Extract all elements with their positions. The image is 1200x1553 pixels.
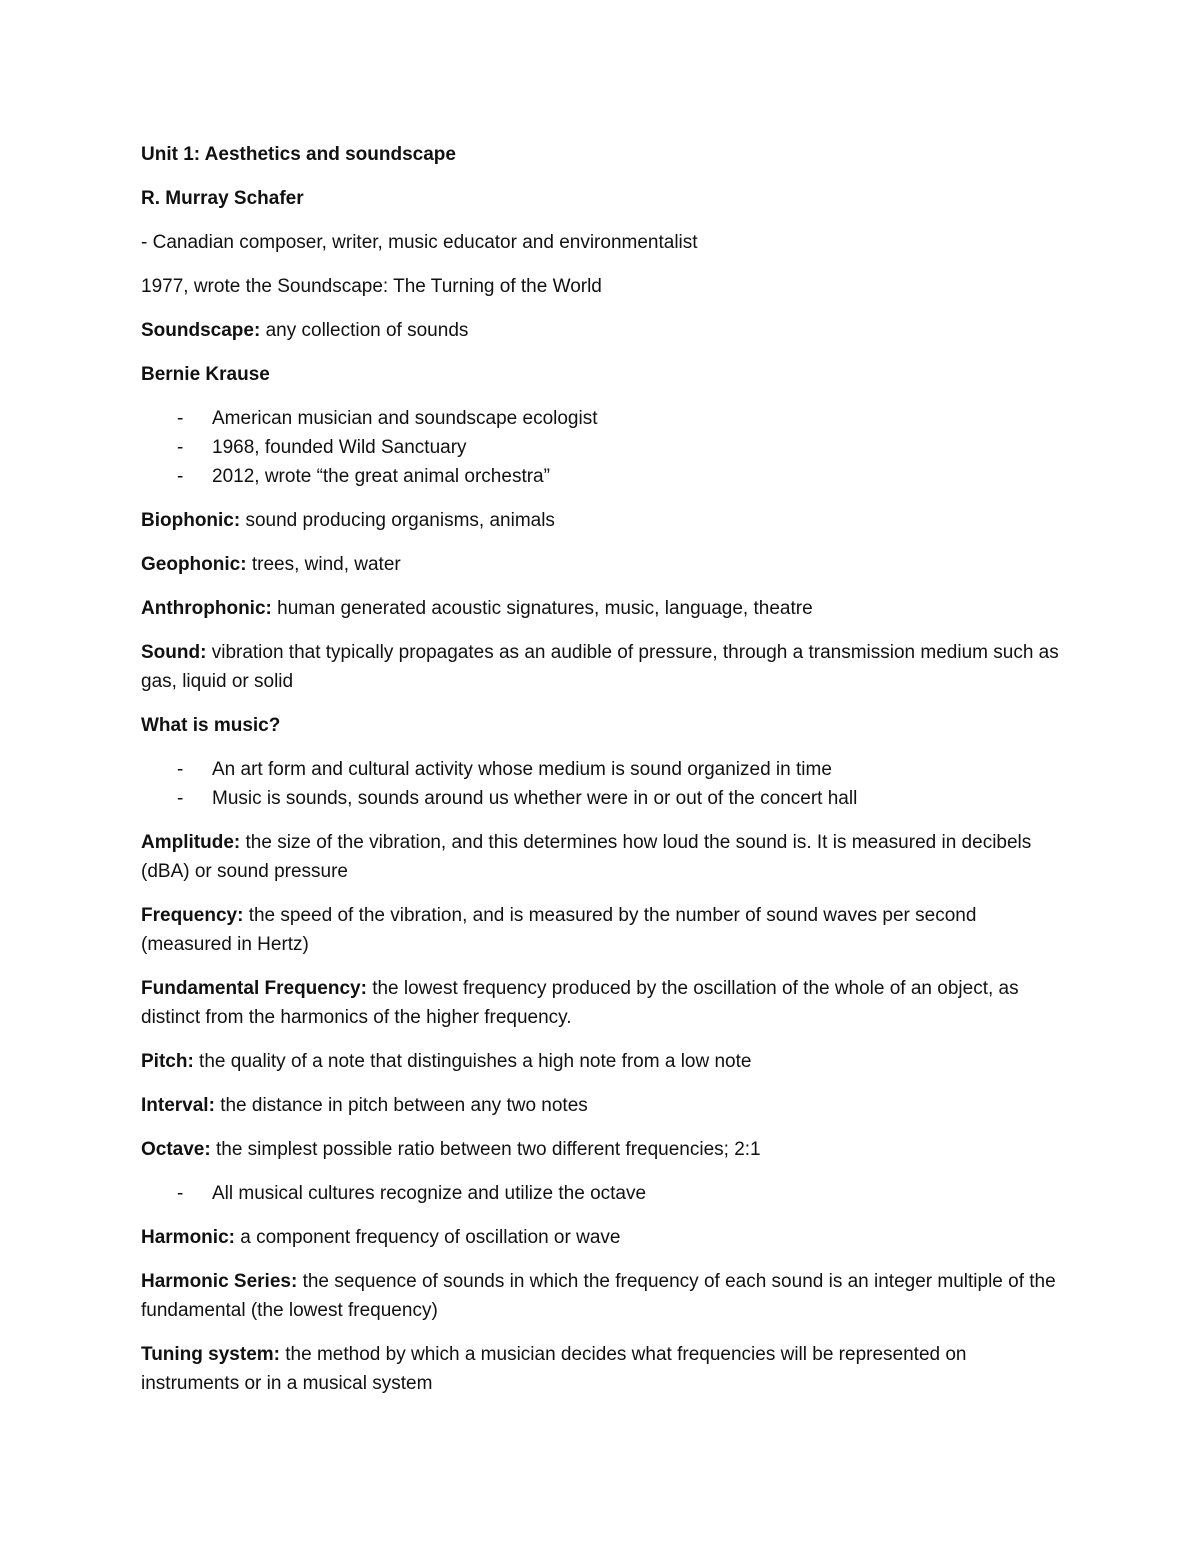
term-label: Frequency: bbox=[141, 905, 244, 926]
definition-pitch bbox=[141, 1047, 1061, 1076]
term-label: Harmonic Series: bbox=[141, 1271, 298, 1292]
definition-biophonic bbox=[141, 506, 1061, 535]
dash-bullet: - bbox=[177, 466, 184, 487]
definition-soundscape bbox=[141, 316, 1061, 345]
dash-bullet: - bbox=[177, 788, 184, 809]
list-item-text: 2012, wrote “the great animal orchestra” bbox=[212, 466, 550, 487]
list-item-text: All musical cultures recognize and utilize the octave bbox=[212, 1183, 647, 1204]
term-definition: the size of the vibration, and this determines how loud the sound is. It is measured in decibels (dBA) or sound pressure bbox=[141, 832, 1032, 882]
schafer-book: 1977, wrote the Soundscape: The Turning of the World bbox=[141, 276, 602, 297]
term-definition: a component frequency of oscillation or wave bbox=[234, 1227, 621, 1248]
term-definition: the distance in pitch between any two notes bbox=[214, 1095, 588, 1116]
list-item bbox=[141, 1179, 1061, 1208]
music-heading: What is music? bbox=[141, 715, 281, 736]
term-label: Pitch: bbox=[141, 1051, 194, 1072]
definition-frequency bbox=[141, 901, 1061, 959]
term-label: Octave: bbox=[141, 1139, 211, 1160]
term-definition: the method by which a musician decides what frequencies will be represented on instruments or in a musical system bbox=[141, 1344, 967, 1394]
term-definition: the simplest possible ratio between two different frequencies; 2:1 bbox=[210, 1139, 761, 1160]
list-item bbox=[141, 433, 1061, 462]
definition-harmonic-series bbox=[141, 1267, 1061, 1325]
term-label: Geophonic: bbox=[141, 554, 247, 575]
term-definition: human generated acoustic signatures, music, language, theatre bbox=[271, 598, 813, 619]
term-label: Amplitude: bbox=[141, 832, 241, 853]
term-label: Harmonic: bbox=[141, 1227, 235, 1248]
list-item bbox=[141, 784, 1061, 813]
term-definition: sound producing organisms, animals bbox=[240, 510, 555, 531]
term-definition: trees, wind, water bbox=[246, 554, 401, 575]
octave-list bbox=[141, 1179, 1061, 1208]
term-definition: the speed of the vibration, and is measured by the number of sound waves per second (measured in Hertz) bbox=[141, 905, 977, 955]
document-body bbox=[141, 140, 1061, 1413]
list-item-text: Music is sounds, sounds around us whether were in or out of the concert hall bbox=[212, 788, 858, 809]
definition-tuning-system bbox=[141, 1340, 1061, 1398]
definition-harmonic bbox=[141, 1223, 1061, 1252]
dash-bullet: - bbox=[177, 437, 184, 458]
term-definition: the sequence of sounds in which the frequency of each sound is an integer multiple of the fundamental (the lowest frequency) bbox=[141, 1271, 1056, 1321]
definition-sound bbox=[141, 638, 1061, 696]
definition-anthrophonic bbox=[141, 594, 1061, 623]
definition-geophonic bbox=[141, 550, 1061, 579]
definition-fundamental-frequency bbox=[141, 974, 1061, 1032]
dash-bullet: - bbox=[177, 759, 184, 780]
document-title: Unit 1: Aesthetics and soundscape bbox=[141, 144, 456, 165]
term-definition: the quality of a note that distinguishes a high note from a low note bbox=[193, 1051, 752, 1072]
list-item-text: 1968, founded Wild Sanctuary bbox=[212, 437, 467, 458]
term-label: Anthrophonic: bbox=[141, 598, 272, 619]
dash-bullet: - bbox=[177, 408, 184, 429]
music-list bbox=[141, 755, 1061, 813]
term-label: Biophonic: bbox=[141, 510, 241, 531]
krause-list bbox=[141, 404, 1061, 491]
term-definition: vibration that typically propagates as an audible of pressure, through a transmission medium such as gas, liquid or solid bbox=[141, 642, 1059, 692]
definition-interval bbox=[141, 1091, 1061, 1120]
term-definition: the lowest frequency produced by the oscillation of the whole of an object, as distinct from the harmonics of the higher frequency. bbox=[141, 978, 1019, 1028]
definition-amplitude bbox=[141, 828, 1061, 886]
term-definition: any collection of sounds bbox=[260, 320, 469, 341]
list-item-text: An art form and cultural activity whose medium is sound organized in time bbox=[212, 759, 832, 780]
list-item bbox=[141, 462, 1061, 491]
definition-octave bbox=[141, 1135, 1061, 1164]
term-label: Soundscape: bbox=[141, 320, 261, 341]
schafer-heading: R. Murray Schafer bbox=[141, 188, 304, 209]
list-item bbox=[141, 755, 1061, 784]
term-label: Tuning system: bbox=[141, 1344, 280, 1365]
krause-heading: Bernie Krause bbox=[141, 364, 270, 385]
list-item bbox=[141, 404, 1061, 433]
term-label: Interval: bbox=[141, 1095, 215, 1116]
list-item-text: American musician and soundscape ecologist bbox=[212, 408, 598, 429]
term-label: Sound: bbox=[141, 642, 207, 663]
term-label: Fundamental Frequency: bbox=[141, 978, 367, 999]
dash-bullet: - bbox=[177, 1183, 184, 1204]
schafer-description: - Canadian composer, writer, music educator and environmentalist bbox=[141, 232, 698, 253]
